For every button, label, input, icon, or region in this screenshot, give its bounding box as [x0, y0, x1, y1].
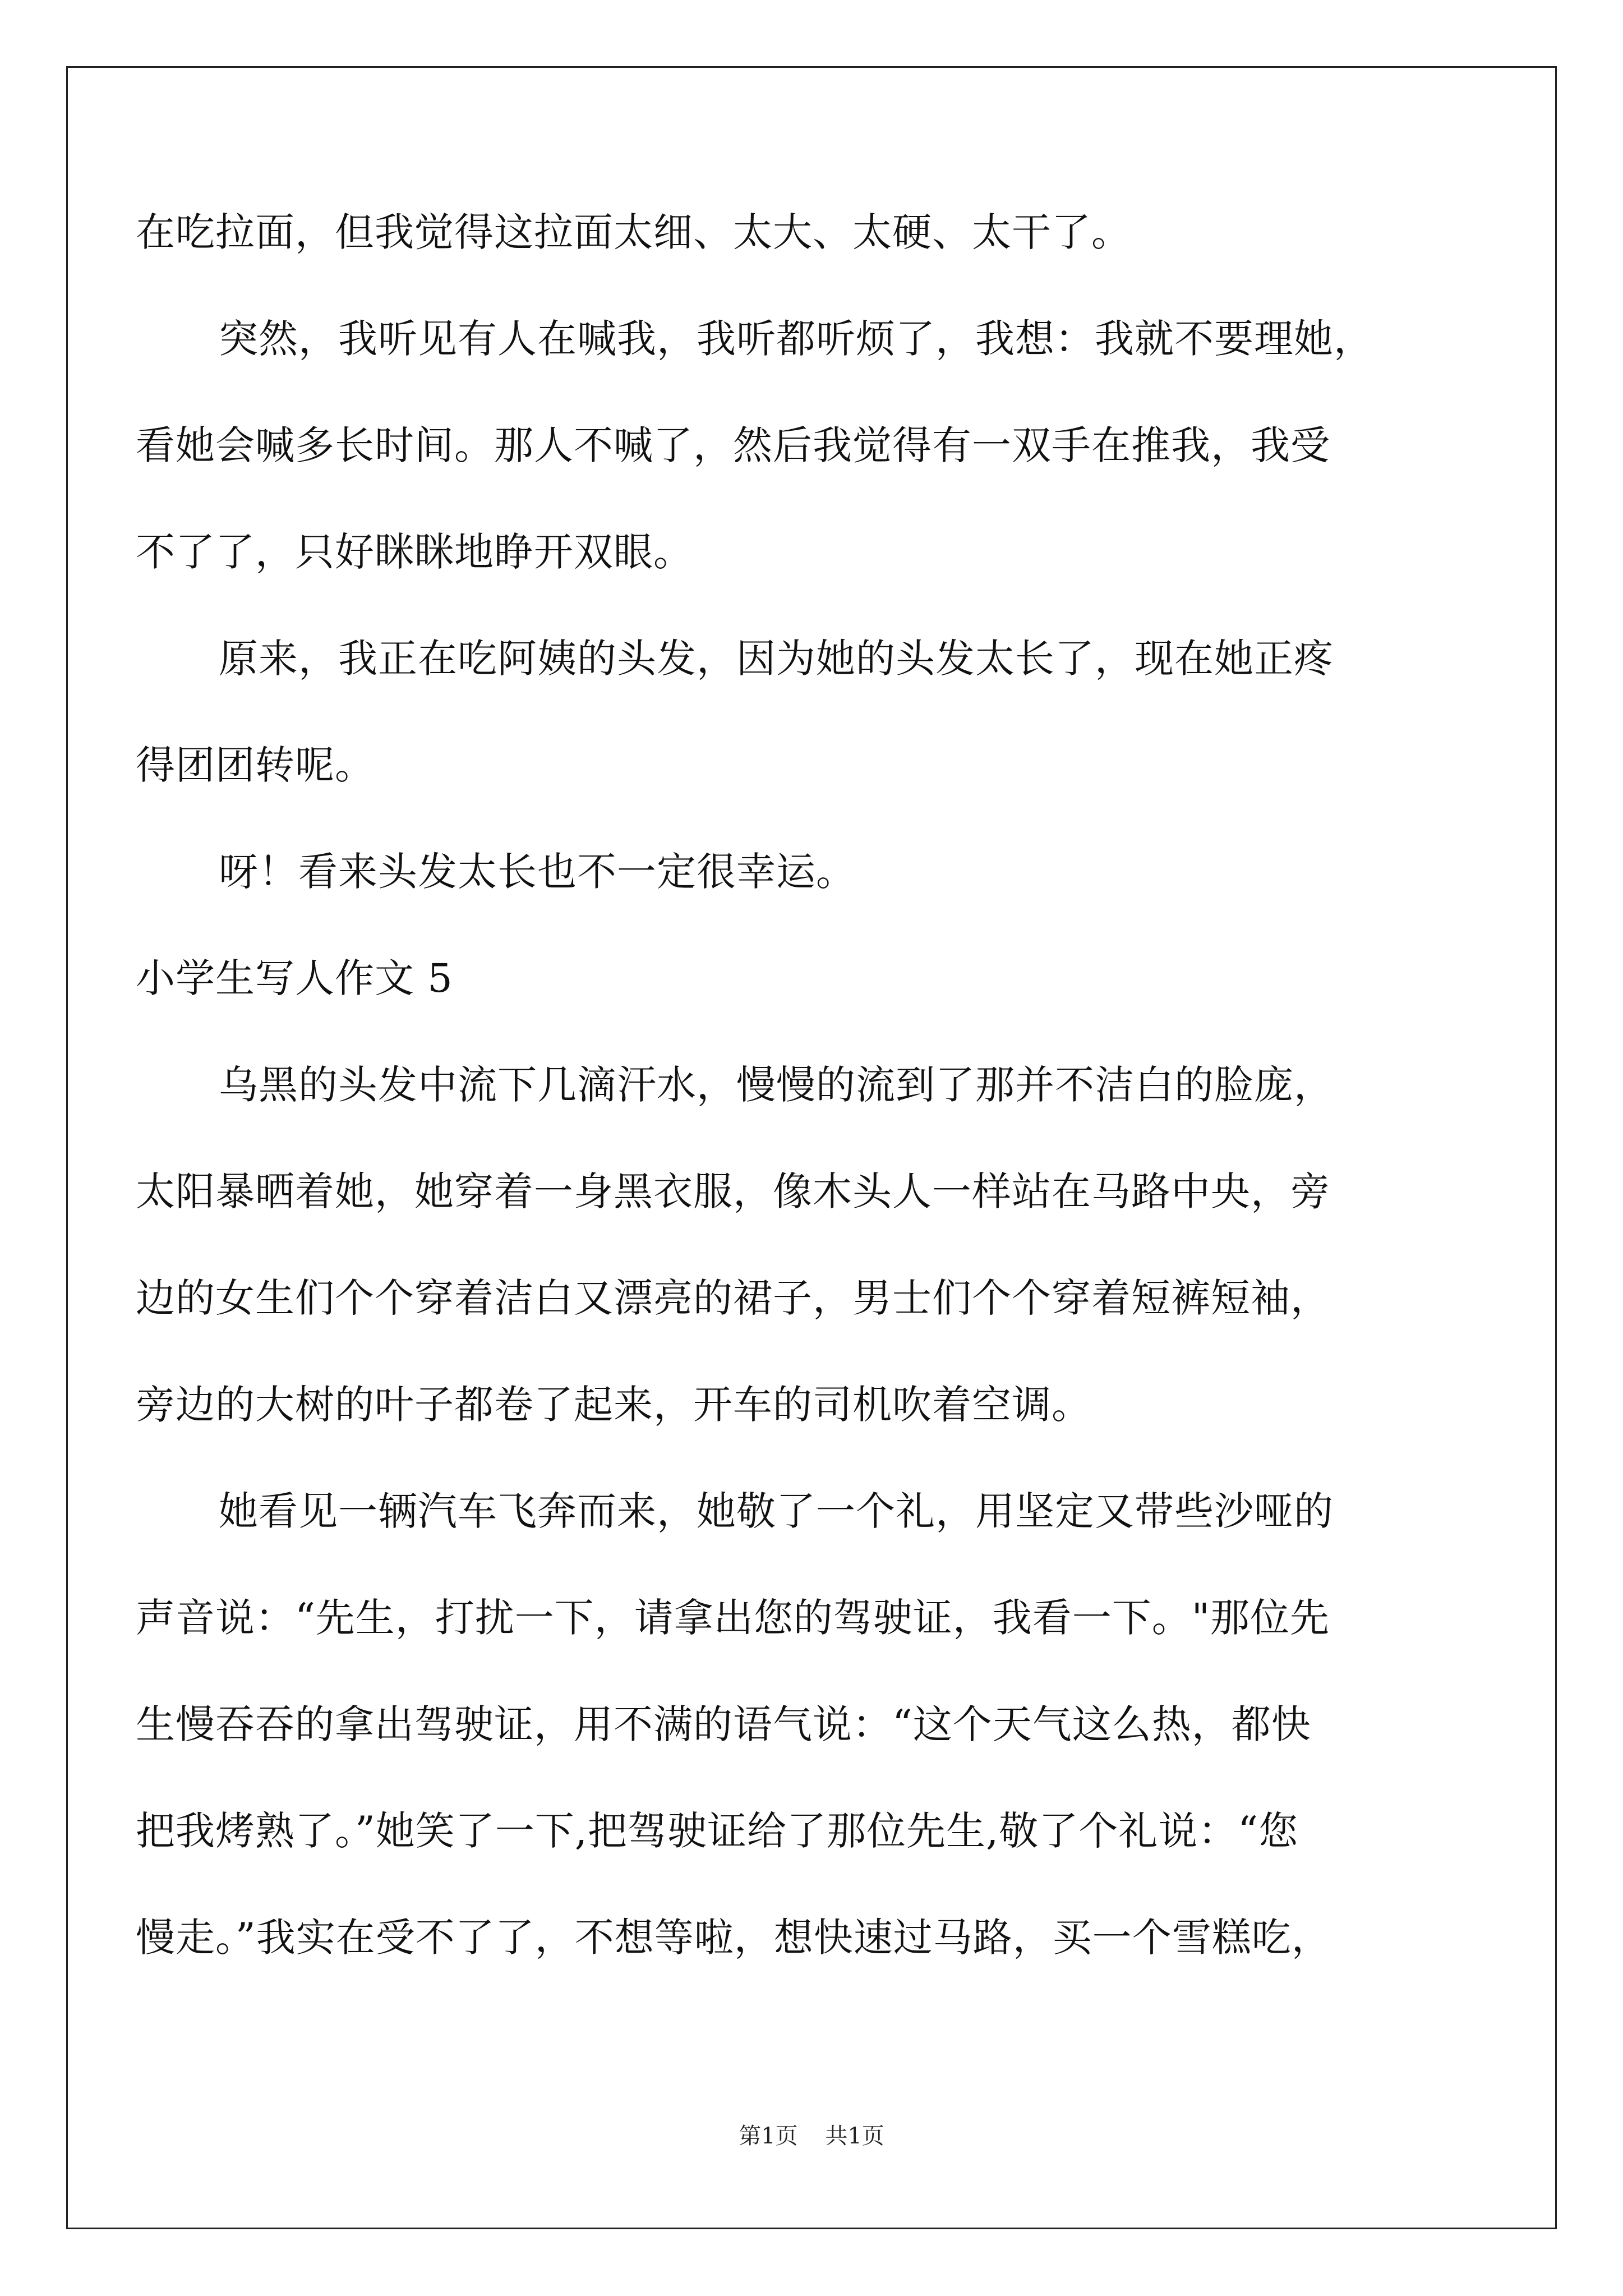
paragraph-line: 得团团转呢。	[136, 742, 375, 788]
paragraph-line: 把我烤熟了。”她笑了一下,把驾驶证给了那位先生,敬了个礼说：“您	[136, 1808, 1299, 1854]
paragraph-line: 不了了，只好眯眯地睁开双眼。	[136, 529, 693, 575]
paragraph-line: 声音说：“先生，打扰一下，请拿出您的驾驶证，我看一下。"那位先	[136, 1595, 1330, 1641]
paragraph-line: 生慢吞吞的拿出驾驶证，用不满的语气说：“这个天气这么热，都快	[136, 1701, 1311, 1747]
paragraph-line: 看她会喊多长时间。那人不喊了，然后我觉得有一双手在推我，我受	[136, 422, 1330, 468]
paragraph-line: 旁边的大树的叶子都卷了起来，开车的司机吹着空调。	[136, 1382, 1091, 1428]
page-border	[66, 66, 1557, 2229]
page-footer	[0, 2118, 1623, 2150]
paragraph-line: 在吃拉面，但我觉得这拉面太细、太大、太硬、太干了。	[136, 209, 1131, 255]
paragraph-line: 慢走。”我实在受不了了，不想等啦，想快速过马路，买一个雪糕吃，	[136, 1915, 1331, 1961]
paragraph-line: 边的女生们个个穿着洁白又漂亮的裙子，男士们个个穿着短裤短袖，	[136, 1275, 1330, 1321]
section-heading: 小学生写人作文 5	[136, 955, 453, 1001]
paragraph-line: 太阳暴晒着她，她穿着一身黑衣服，像木头人一样站在马路中央，旁	[136, 1168, 1330, 1214]
paragraph-line: 她看见一辆汽车飞奔而来，她敬了一个礼，用坚定又带些沙哑的	[219, 1488, 1334, 1534]
paragraph-line: 原来，我正在吃阿姨的头发，因为她的头发太长了，现在她正疼	[219, 636, 1334, 682]
paragraph-line: 突然，我听见有人在喊我，我听都听烦了，我想：我就不要理她，	[219, 316, 1373, 362]
paragraph-line: 呀！看来头发太长也不一定很幸运。	[219, 849, 856, 895]
paragraph-line: 乌黑的头发中流下几滴汗水，慢慢的流到了那并不洁白的脸庞，	[219, 1062, 1334, 1108]
page-total: 共1页	[825, 2123, 884, 2149]
page-number: 第1页	[739, 2123, 798, 2149]
